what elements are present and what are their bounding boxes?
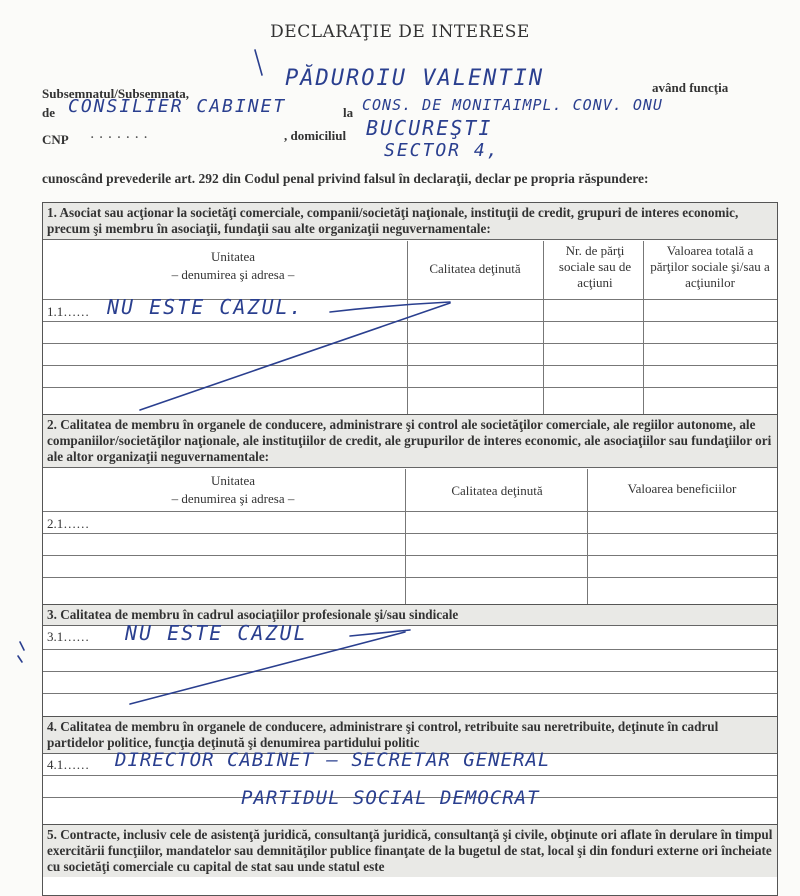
subsemnatul-label: Subsemnatul/Subsemnata,	[42, 86, 190, 101]
functia-value: CONSILIER CABINET	[68, 96, 287, 117]
document-title: DECLARAŢIE DE INTERESE	[270, 22, 530, 42]
provisions-text: cunoscând prevederile art. 292 din Codul penal privind falsul în declaraţii, declar pe propria răspundere:	[42, 171, 649, 186]
section-1	[42, 202, 778, 416]
s1-col-quality: Calitatea deţinută	[429, 261, 521, 276]
domiciliul-value: BUCUREŞTI	[366, 116, 493, 140]
s3-row-number: 3.1……	[47, 629, 90, 644]
section-5-heading: 5. Contracte, inclusiv cele de asistenţă juridică, consultanţă juridică, consultanţă şi civile, obţinute ori aflate în derulare în timpul exercitării funcţiilor, mandatelor sau demnităţilor publice finanţate de la bugetul de stat, local şi din fonduri externe ori încheiate cu societăţi comerciale cu capital de stat sau unde statul este	[43, 825, 777, 877]
section-5	[42, 824, 778, 896]
s2-col-quality: Calitatea deţinută	[451, 483, 543, 498]
subsemnatul-value: PĂDUROIU VALENTIN	[285, 66, 545, 91]
s1-entry: NU ESTE CAZUL.	[107, 295, 304, 319]
la-label: la	[343, 105, 354, 120]
s4-row-number: 4.1……	[47, 757, 90, 772]
section-4-heading: 4. Calitatea de membru în organele de conducere, administrare şi control, retribuite sau neretribuite, deţinute în cadrul partidelor politice, funcţia deţinută şi denumirea partidului politic	[43, 717, 777, 754]
cnp-label: CNP	[42, 132, 69, 147]
s3-entry: NU ESTE CAZUL	[125, 621, 308, 645]
s1-col-unit-sub: – denumirea şi adresa –	[171, 267, 295, 282]
s1-row-number: 1.1……	[47, 304, 90, 319]
margin-mark	[18, 642, 24, 662]
s2-col-unit: Unitatea	[210, 473, 256, 488]
de-label: de	[42, 105, 55, 120]
s2-col-unit-sub: – denumirea şi adresa –	[171, 491, 295, 506]
sector-value: SECTOR 4,	[384, 140, 500, 161]
section-1-heading: 1. Asociat sau acţionar la societăţi comerciale, companii/societăţi naţionale, instituţii de credit, grupuri de interes economic, precum şi membru în asociaţii, fundaţii sau alte organizaţii neguvernamentale:	[43, 203, 777, 240]
functia-label: având funcţia	[652, 80, 729, 95]
s2-row-number: 2.1……	[47, 516, 90, 531]
title-tick	[255, 50, 262, 75]
s4-entry-line2: PARTIDUL SOCIAL DEMOCRAT	[241, 787, 540, 809]
section-2	[42, 414, 778, 606]
domiciliul-label: , domiciliul	[284, 128, 347, 143]
s1-col-value: Valoarea totală a părţilor sociale şi/sau a acţiunilor	[650, 243, 770, 290]
institutia-value: CONS. DE MONITAIMPL. CONV. ONU	[362, 96, 663, 114]
section-4	[42, 716, 778, 826]
cnp-value: · · · · · · ·	[90, 130, 148, 146]
section-3-heading: 3. Calitatea de membru în cadrul asociaţiilor profesionale şi/sau sindicale	[43, 605, 777, 626]
section-2-heading: 2. Calitatea de membru în organele de conducere, administrare şi control ale societăţilor comerciale, ale regiilor autonome, ale companiilor/societăţilor naţionale, ale instituţiilor de credit, ale grupurilor de interes economic, ale asociaţiilor sau fundaţiilor ori ale altor organizaţii neguvernamentale:	[43, 415, 777, 468]
s4-entry-line1: DIRECTOR CABINET – SECRETAR GENERAL	[115, 749, 551, 771]
s1-col-unit: Unitatea	[210, 249, 256, 264]
s1-col-parts: Nr. de părţi sociale sau de acţiuni	[558, 243, 632, 290]
s2-col-benefit: Valoarea beneficiilor	[627, 481, 737, 496]
section-3	[42, 604, 778, 718]
